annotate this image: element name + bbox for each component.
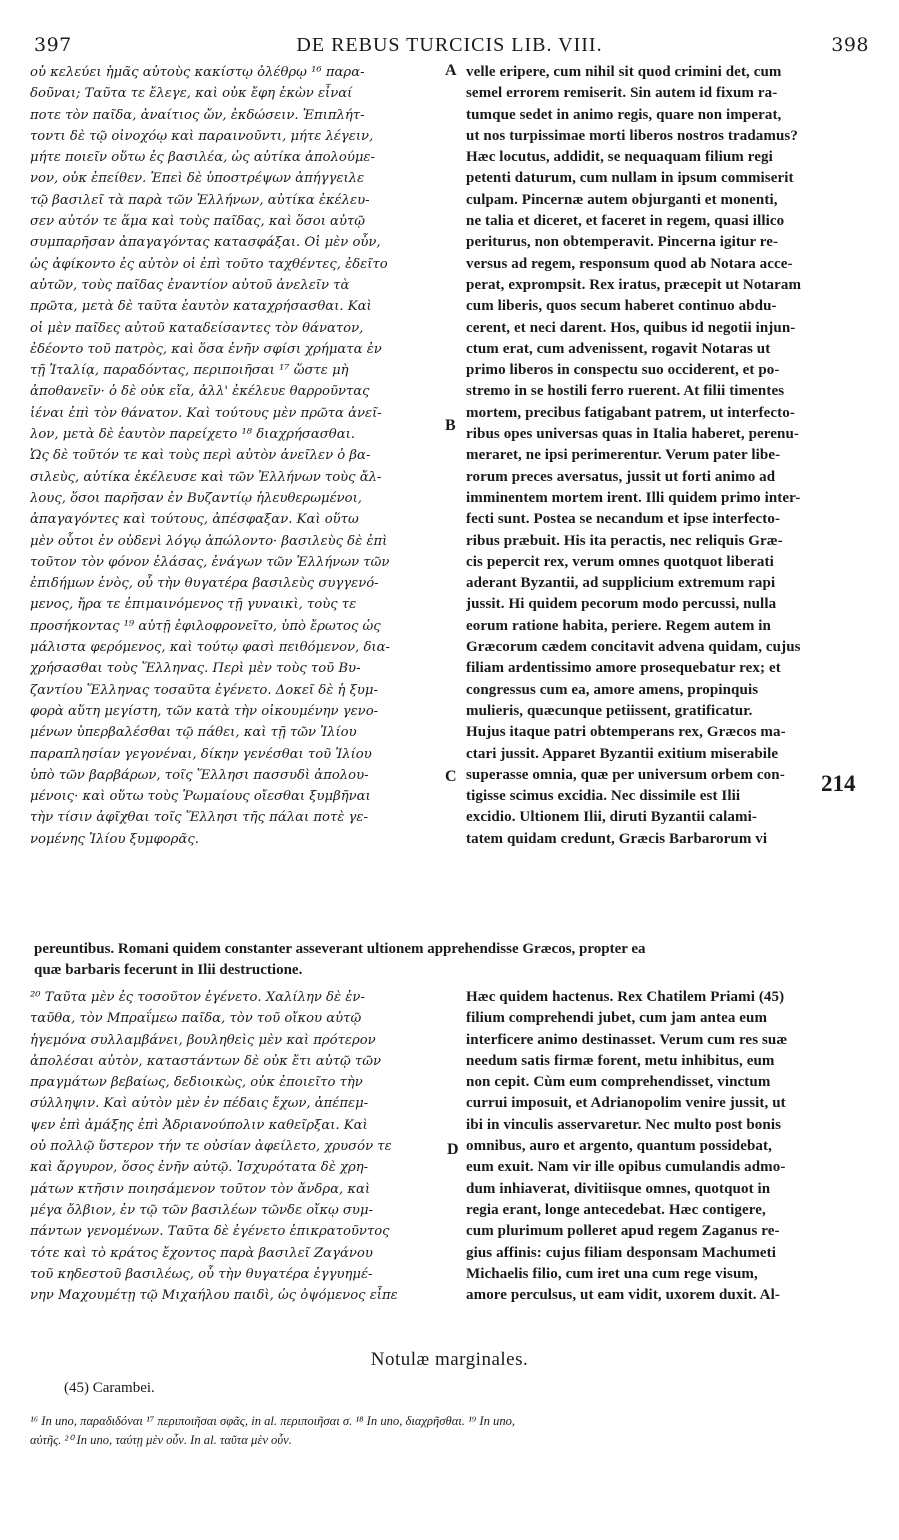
- text-line: fecti sunt. Postea se necandum et ipse interfecto-: [466, 511, 781, 528]
- text-line: τὴν τίσιν ἀφῖχθαι τοῖς Ἕλλησι τῆς πάλαι ποτὲ γε-: [30, 810, 368, 826]
- text-line: ἐδέοντο τοῦ πατρὸς, καὶ ὅσα ἐνῆν σφίσι χρήματα ἐν: [30, 341, 382, 357]
- text-line: παραπλησίαν γεγονέναι, δίκην γενέσθαι τοῦ Ἰλίου: [30, 746, 372, 762]
- edition-page-number: 214: [821, 771, 856, 796]
- text-line: ταῦθα, τὸν Μπραΐμεω παῖδα, τὸν τοῦ οἴκου αὐτῷ: [30, 1011, 362, 1027]
- text-line: ψεν ἐπὶ ἁμάξης ἐπὶ Ἀδριανούπολιν καθεῖρξαι. Καὶ: [30, 1117, 368, 1133]
- text-line: aderant Byzantii, ad supplicium extremum rapi: [466, 575, 776, 592]
- text-line: velle eripere, cum nihil sit quod crimini det, cum: [466, 64, 782, 80]
- text-line: cerent, et neci darent. Hos, quibus id negotii injun-: [466, 319, 796, 336]
- text-line: culpam. Pincernæ autem objurganti et monenti,: [466, 191, 778, 208]
- text-line: δοῦναι; Ταῦτα τε ἔλεγε, καὶ οὐκ ἔφη ἑκὼν εἶναί: [30, 86, 353, 102]
- text-line: ποτε τὸν παῖδα, ἀναίτιος ὤν, ἐκδώσειν. Ἐπιπλήτ-: [30, 107, 365, 123]
- text-line: omnibus, auro et argento, quantum possidebat,: [466, 1138, 772, 1155]
- text-line: ibi in vinculis asservaretur. Nec multo post bonis: [466, 1116, 782, 1133]
- text-line: ζαντίου Ἕλληνας τοσαῦτα ἐγένετο. Δοκεῖ δὲ ἡ ξυμ-: [30, 682, 378, 698]
- text-line: σεν αὐτόν τε ἅμα καὶ τοὺς παῖδας, καὶ ὅσοι αὐτῷ: [30, 214, 366, 230]
- text-line: ctum erat, cum advenissent, rogavit Notaras ut: [466, 340, 771, 357]
- text-line: ἡγεμόνα συλλαμβάνει, βουληθεὶς μὲν καὶ πρότερον: [30, 1032, 376, 1048]
- text-line: needum satis firmæ forent, metu inhibitus, eum: [466, 1052, 775, 1069]
- text-line: προσήκοντας ¹⁹ αὐτῇ ἐφιλοφρονεῖτο, ὑπὸ ἔρωτος ὡς: [30, 618, 381, 634]
- section-marker-c: C: [445, 768, 457, 785]
- text-line: ὡς ἀφίκοντο ἐς αὐτὸν οἱ ἐπὶ τοῦτο ταχθέντες, ἐδεῖτο: [30, 256, 388, 272]
- text-line: ἀπαγαγόντες καὶ τούτους, ἀπέσφαξαν. Καὶ οὕτω: [30, 512, 359, 528]
- text-line: cis pepercit rex, verum omnes quotquot liberati: [466, 553, 774, 570]
- text-line: νομένης Ἰλίου ξυμφορᾶς.: [30, 831, 199, 847]
- section-marker-b: B: [445, 417, 456, 434]
- text-line: filiam ardentissimo amore prosequebatur rex; et: [466, 660, 781, 677]
- text-line: ἐπιδήμων ἑνὸς, οὗ τὴν θυγατέρα βασιλεὺς συγγενό-: [30, 576, 379, 592]
- text-line: νην Μαχουμέτῃ τῷ Μιχαήλου παιδὶ, ὡς ὀψόμενος εἶπε: [30, 1288, 398, 1304]
- text-line: μενος, ἤρα τε ἐπιμαινόμενος τῇ γυναικὶ, τοὺς τε: [30, 597, 357, 613]
- text-line: μὲν οὗτοι ἐν οὐδενὶ λόγῳ ἀπώλοντο· βασιλεὺς δὲ ἐπὶ: [30, 533, 388, 549]
- full-width-latin-text: [34, 939, 874, 981]
- text-line: μέγα ὄλβιον, ἐν τῷ τῶν βασιλέων τῶνδε οἴκῳ συμ-: [30, 1202, 373, 1218]
- text-line: Ὡς δὲ τοῦτόν τε καὶ τοὺς περὶ αὐτὸν ἀνεῖλεν ὁ βα-: [30, 448, 371, 464]
- text-line: Hæc quidem hactenus. Rex Chatilem Priami (45): [466, 989, 785, 1005]
- text-line: excidio. Ultionem Ilii, diruti Byzantii calami-: [466, 809, 757, 826]
- text-line: μάλιστα φερόμενος, καὶ τούτῳ φασὶ πειθόμενον, δια-: [30, 640, 390, 656]
- text-line: eum exuit. Nam vir ille opibus cumulandis admo-: [466, 1159, 786, 1176]
- text-line: λους, ὅσοι παρῆσαν ἐν Βυζαντίῳ ἠλευθερωμένοι,: [30, 490, 362, 506]
- text-line: αὐτῆς. ²⁰ In uno, ταύτῃ μὲν οὖν. In al. ταῦτα μὲν οὖν.: [30, 1433, 292, 1447]
- text-line: petenti daturum, cum nullam in ipsum commiserit: [466, 170, 794, 187]
- text-line: λον, μετὰ δὲ ἑαυτὸν παρείχετο ¹⁸ διαχρήσασθαι.: [30, 427, 355, 443]
- text-line: periturus, non obtemperavit. Pincerna igitur re-: [466, 234, 779, 251]
- text-line: τοῦ κηδεστοῦ βασιλέως, οὗ τὴν θυγατέρα ἐγγυημέ-: [30, 1266, 373, 1282]
- text-line: pereuntibus. Romani quidem constanter asseverant ultionem apprehendisse Græcos, propter ea: [34, 941, 646, 957]
- text-line: πρῶτα, μετὰ δὲ ταῦτα ἑαυτὸν καταχρήσασθαι. Καὶ: [30, 299, 372, 315]
- text-line: cum plurimum polleret apud regem Zaganus re-: [466, 1223, 780, 1240]
- text-line: σύλληψιν. Καὶ αὐτὸν μὲν ἐν πέδαις ἔχων, ἀπέπεμ-: [30, 1096, 369, 1112]
- text-line: αὐτῶν, τοὺς παῖδας ἐναντίον αὐτοῦ ἀνελεῖν τὰ: [30, 277, 350, 293]
- text-line: ἰέναι ἐπὶ τὸν θάνατον. Καὶ τούτους μὲν πρῶτα ἀνεῖ-: [30, 405, 382, 421]
- text-line: ¹⁶ In uno, παραδιδόναι ¹⁷ περιποιῆσαι σφᾶς, in al. περιποιῆσαι σ. ¹⁸ In uno, διαχρῆσθαι. ¹⁹ In uno,: [30, 1414, 516, 1428]
- text-line: ²⁰ Ταῦτα μὲν ἐς τοσοῦτον ἐγένετο. Χαλίλην δὲ ἐν-: [30, 990, 365, 1005]
- text-line: μάτων κτῆσιν ποιησάμενον τοῦτον τὸν ἄνδρα, καὶ: [30, 1181, 371, 1197]
- text-line: cum liberis, quos secum haberet continuo abdu-: [466, 298, 777, 315]
- text-line: τοντι δὲ τῷ οἰνοχόῳ καὶ παραινοῦντι, μήτε λέγειν,: [30, 128, 374, 144]
- text-line: versus ad regem, responsum quod ab Notara acce-: [466, 255, 793, 272]
- marginal-note: (45) Carambei.: [64, 1380, 155, 1396]
- text-line: νον, οὐκ ἐπείθεν. Ἐπεὶ δὲ ὑποστρέψων ἀπήγγειλε: [30, 171, 365, 187]
- text-line: τοῦτον τὸν φόνον ἐλάσας, ἐνάγων τῶν Ἑλλήνων τῶν: [30, 554, 390, 570]
- text-line: οὐ κελεύει ἡμᾶς αὐτοὺς κακίστῳ ὀλέθρῳ ¹⁶ παρα-: [30, 65, 365, 80]
- text-line: τῷ βασιλεῖ τὰ παρὰ τῶν Ἑλλήνων, αὐτίκα ἐκέλευ-: [30, 192, 370, 208]
- text-line: meraret, ne ipsi perimerentur. Verum pater libe-: [466, 447, 781, 464]
- text-line: χρήσασθαι τοὺς Ἕλληνας. Περὶ μὲν τοὺς τοῦ Βυ-: [30, 661, 361, 677]
- text-line: primo liberos in conspectu suo occiderent, et po-: [466, 362, 780, 379]
- text-line: mortem, precibus fatigabant patrem, ut interfecto-: [466, 404, 795, 421]
- text-line: ἀπολέσαι αὐτὸν, καταστάντων δὲ οὐκ ἔτι αὐτῷ τῶν: [30, 1053, 381, 1069]
- footnotes: [30, 1412, 875, 1450]
- text-line: τότε καὶ τὸ κράτος ἔχοντος παρὰ βασιλεῖ Ζαγάνου: [30, 1245, 373, 1261]
- text-line: ut nos turpissimae morti liberos nostros tradamus?: [466, 127, 798, 144]
- text-line: tumque sedet in animo regis, quare non imperat,: [466, 106, 782, 123]
- text-line: superasse omnia, quæ per universum orbem con-: [466, 766, 785, 783]
- text-line: rorum preces aversatus, jussit ut forti animo ad: [466, 468, 776, 485]
- text-line: Hæc locutus, addidit, se nequaquam filium regi: [466, 149, 773, 166]
- latin-column-bottom: [466, 987, 871, 1306]
- text-line: μήτε ποιεῖν οὕτω ἐς βασιλέα, ὡς αὐτίκα ἀπολούμε-: [30, 150, 375, 166]
- right-page-number: 398: [831, 34, 869, 56]
- text-line: καὶ ἄργυρον, ὅσος ἐνῆν αὐτῷ. Ἰσχυρότατα δὲ χρη-: [30, 1160, 369, 1176]
- marginal-notes-heading: Notulæ marginales.: [370, 1349, 529, 1370]
- greek-column-bottom: [30, 987, 445, 1306]
- text-line: tigisse scimus excidia. Nec dissimile est Ilii: [466, 788, 741, 805]
- text-line: imminentem mortem irent. Illi quidem primo inter-: [466, 489, 801, 506]
- text-line: οἱ μὲν παῖδες αὐτοῦ καταδείσαντες τὸν θάνατον,: [30, 320, 364, 336]
- text-line: jussit. Hi quidem pecorum modo percussi, nulla: [466, 596, 777, 613]
- text-line: ἀποθανεῖν· ὁ δὲ οὐκ εἴα, ἀλλ' ἐκέλευε θαρροῦντας: [30, 384, 370, 400]
- text-line: congressus cum ea, amore amens, propinquis: [466, 681, 759, 698]
- text-line: quæ barbaris fecerunt in Ilii destructione.: [34, 962, 303, 978]
- text-line: filium comprehendi jubet, cum jam antea eum: [466, 1010, 768, 1027]
- text-line: ribus præbuit. His ita peractis, nec reliquis Græ-: [466, 532, 783, 549]
- text-line: σιλεὺς, αὐτίκα ἐκέλευσε καὶ τῶν Ἑλλήνων τοὺς ἄλ-: [30, 469, 382, 485]
- left-page-number: 397: [34, 34, 72, 56]
- text-line: ribus opes universas quas in Italia haberet, perenu-: [466, 426, 800, 443]
- running-title: DE REBUS TURCICIS LIB. VIII.: [296, 34, 603, 56]
- text-line: amore perculsus, ut eam vidit, uxorem duxit. Al-: [466, 1287, 780, 1304]
- text-line: ne talia et diceret, et faceret in regem, quasi illico: [466, 213, 785, 230]
- text-line: semel errorem remiserit. Sin autem id fixum ra-: [466, 85, 778, 102]
- text-line: interficere animo destinasset. Verum cum res suæ: [466, 1031, 788, 1048]
- text-line: τῇ Ἰταλίᾳ, παραδόντας, περιποιῆσαι ¹⁷ ὥστε μὴ: [30, 363, 349, 379]
- text-line: regia erant, longe antecedebat. Hæc contigere,: [466, 1201, 766, 1218]
- text-line: μένοις· καὶ οὕτω τοὺς Ῥωμαίους οἴεσθαι ξυμβῆναι: [30, 789, 371, 805]
- greek-column-top: [30, 62, 440, 850]
- text-line: πάντων γενομένων. Ταῦτα δὲ ἐγένετο ἐπικρατοῦντος: [30, 1224, 390, 1240]
- text-line: perat, exprompsit. Rex iratus, præcepit ut Notaram: [466, 276, 802, 293]
- text-line: dum inhiaverat, divitiisque omnes, quotquot in: [466, 1180, 771, 1197]
- text-line: συμπαρῆσαν ἀπαγαγόντας κατασφάξαι. Οἱ μὲν οὖν,: [30, 235, 381, 251]
- text-line: μένων ὑπερβαλέσθαι τῷ πάθει, καὶ τῇ τῶν Ἰλίου: [30, 725, 357, 741]
- text-line: stremo in se hostili ferro ruerent. At filii timentes: [466, 383, 785, 400]
- text-line: currui imposuit, et Adrianopolim venire jussit, ut: [466, 1095, 786, 1112]
- text-line: οὐ πολλῷ ὕστερον τήν τε οὐσίαν ἀφείλετο, χρυσόν τε: [30, 1139, 392, 1155]
- text-line: πραγμάτων βεβαίως, δεδιοικὼς, οὐκ ἐποιεῖτο τὴν: [30, 1075, 363, 1091]
- text-line: ὑπὸ τῶν βαρβάρων, τοῖς Ἕλλησι πασσυδὶ ἀπολου-: [30, 767, 369, 783]
- text-line: tatem quidam credunt, Græcis Barbarorum vi: [466, 830, 768, 847]
- text-line: eorum ratione habita, periere. Regem autem in: [466, 617, 771, 634]
- text-line: Hujus itaque patri obtemperans rex, Græcos ma-: [466, 724, 786, 741]
- section-marker-a: A: [445, 62, 457, 79]
- latin-column-top: [466, 62, 871, 850]
- text-line: Michaelis filio, cum iret una cum rege visum,: [466, 1265, 758, 1282]
- section-marker-d: D: [447, 1141, 459, 1158]
- text-line: non cepit. Cùm eum comprehendisset, vinctum: [466, 1074, 771, 1091]
- text-line: ctari jussit. Apparet Byzantii exitium miserabile: [466, 745, 779, 762]
- text-line: φορὰ αὕτη μεγίστη, τῶν κατὰ τὴν οἰκουμένην γενο-: [30, 703, 379, 719]
- text-line: Græcorum cædem concitavit advena quidam, cujus: [466, 639, 801, 656]
- text-line: mulieris, quæcunque petiissent, gratificatur.: [466, 702, 753, 719]
- text-line: gius affinis: cujus filiam desponsam Machumeti: [466, 1244, 777, 1261]
